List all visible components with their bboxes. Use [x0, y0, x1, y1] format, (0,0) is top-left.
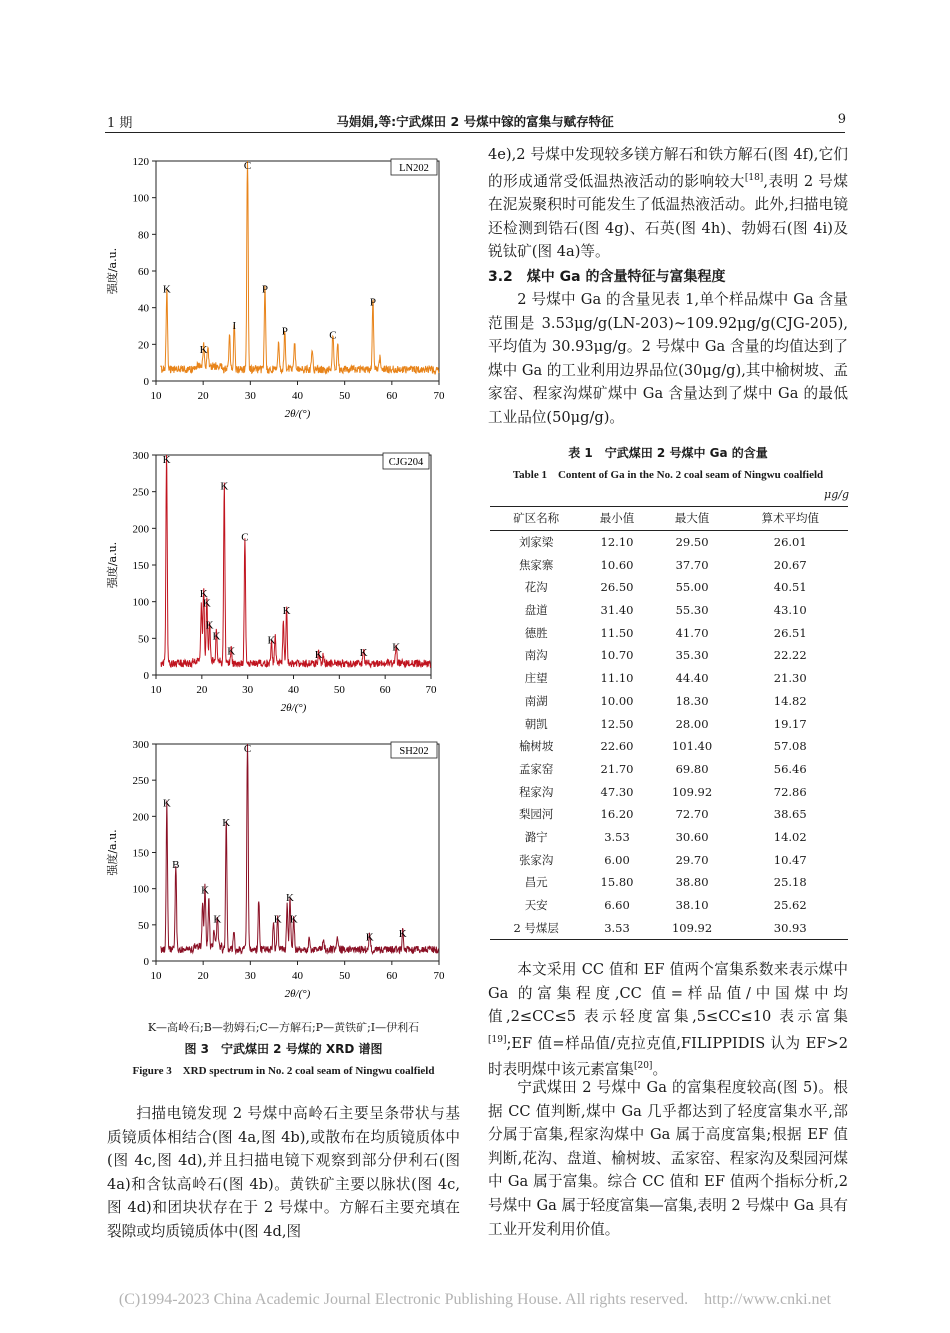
table-row	[490, 621, 848, 644]
ga-content-table	[490, 506, 848, 940]
peak-label: K	[222, 817, 231, 830]
peak-label: K	[201, 884, 210, 897]
table-cell: 12.50	[600, 716, 634, 731]
table-cell: 10.00	[600, 693, 634, 708]
right-paragraph-4: 宁武煤田 2 号煤中 Ga 的富集程度较高(图 5)。根据 CC 值判断,煤中 Ga 几乎都达到了轻度富集水平,部分属于富集,程家沟煤中 Ga 属于高度富集;根据 EF 值判断,花沟、盘道、榆树坡、孟家窑、程家沟及梨园河煤中 Ga 属于富集。综合 CC 值和 EF 值两个指标分析,2 号煤中 Ga 属于轻度富集—富集,表明 2 号煤中 Ga 具有工业开发利用价值。	[488, 1079, 848, 1238]
x-tick-label: 40	[288, 684, 299, 696]
table-cell: 22.60	[600, 739, 634, 754]
table-cell: 41.70	[675, 625, 709, 640]
sample-label: CJG204	[388, 457, 424, 468]
table-cell: 20.67	[773, 557, 807, 572]
peak-label: C	[243, 743, 252, 755]
table-row	[490, 916, 848, 939]
table-header-row	[490, 507, 848, 531]
table-cell: 10.60	[600, 557, 634, 572]
x-tick-label: 20	[197, 970, 209, 982]
table-cell: 57.08	[773, 739, 807, 754]
peak-label: K	[314, 649, 323, 661]
peak-label: K	[365, 931, 374, 944]
table-header-cell: 最大值	[674, 511, 710, 526]
table-cell: 10.47	[773, 852, 807, 867]
y-axis-label: 强度/a.u.	[106, 829, 119, 876]
x-tick-label: 60	[386, 390, 398, 402]
y-tick-label: 200	[132, 523, 149, 536]
sample-label: SH202	[399, 746, 429, 757]
table-cell: 10.70	[600, 648, 634, 663]
x-axis-label: 2θ/(°)	[280, 702, 307, 714]
peak-label: K	[162, 797, 171, 810]
x-tick-label: 30	[242, 684, 254, 696]
page-number: 9	[837, 112, 846, 127]
table-cell: 29.50	[675, 535, 709, 550]
y-tick-label: 40	[138, 302, 149, 315]
table-cell: 37.70	[675, 557, 709, 572]
copyright-footer: (C)1994-2023 China Academic Journal Electronic Publishing House. All rights reserved. http://www.cnki.net	[118, 1291, 832, 1308]
x-tick-label: 20	[197, 390, 209, 402]
x-tick-label: 10	[150, 684, 162, 696]
peak-label: K	[392, 641, 401, 654]
peak-label: C	[243, 160, 252, 172]
sample-label: LN202	[399, 163, 429, 174]
table-cell: 38.65	[773, 807, 807, 822]
table-cell: 35.30	[675, 648, 709, 663]
table-cell: 72.70	[675, 807, 709, 822]
peak-label: K	[205, 619, 214, 632]
x-tick-label: 10	[150, 970, 162, 982]
table-row	[490, 644, 848, 667]
peak-label: K	[202, 597, 211, 610]
table-cell: 12.10	[600, 535, 634, 550]
y-axis-label: 强度/a.u.	[106, 247, 119, 295]
y-tick-label: 150	[132, 560, 149, 572]
peak-label: K	[285, 891, 294, 904]
table-cell: 3.53	[604, 920, 630, 935]
table-row	[490, 826, 848, 849]
y-tick-label: 0	[143, 956, 149, 968]
table-row	[490, 553, 848, 576]
table-cell: 69.80	[675, 761, 709, 776]
table-cell: 30.93	[773, 920, 807, 935]
figure-caption-en: Figure 3 XRD spectrum in No. 2 coal seam of Ningwu coalfield	[132, 1065, 435, 1077]
plot-frame	[156, 744, 439, 961]
table-cell: 101.40	[671, 739, 713, 754]
citation-19: [19]	[488, 1034, 507, 1045]
table-cell: 14.82	[773, 693, 807, 708]
table-cell: 6.00	[604, 852, 630, 867]
table-row	[490, 848, 848, 871]
table-cell: 11.50	[600, 625, 634, 640]
y-tick-label: 200	[132, 811, 149, 824]
table-cell: 天安	[524, 898, 548, 913]
plot-frame	[156, 455, 431, 675]
table-cell: 盘道	[524, 603, 548, 618]
table-cell: 孟家窑	[518, 761, 554, 776]
table-cell: 22.22	[773, 648, 807, 663]
table-row	[490, 894, 848, 917]
x-tick-label: 20	[196, 684, 208, 696]
table-cell: 31.40	[600, 603, 634, 618]
y-axis-label: 强度/a.u.	[106, 541, 119, 589]
table-row	[490, 690, 848, 713]
table-cell: 焦家寨	[518, 557, 554, 572]
left-paragraph: 扫描电镜发现 2 号煤中高岭石主要呈条带状与基质镜质体相结合(图 4a,图 4b),或散布在均质镜质体中(图 4c,图 4d),并且扫描电镜下观察到部分伊利石(图 4a)和含钛高岭石(图 4b)。黄铁矿主要以脉状(图 4c,图 4d)和团块状存在于 2 号煤中。方解石主要充填在裂隙或均质镜质体中(图 4d,图	[107, 1105, 460, 1240]
xrd-chart-sh202	[100, 728, 462, 1015]
peak-label: C	[241, 531, 249, 544]
table-cell: 26.50	[600, 580, 634, 595]
y-tick-label: 300	[132, 450, 149, 462]
table-cell: 18.30	[675, 693, 709, 708]
table-cell: 56.46	[773, 761, 807, 776]
y-tick-label: 20	[138, 339, 149, 352]
y-tick-label: 100	[132, 192, 149, 205]
header-rule	[105, 132, 845, 133]
peak-label: K	[212, 630, 221, 643]
table-header-cell: 算术平均值	[761, 511, 819, 526]
x-tick-label: 30	[244, 970, 256, 982]
table-cell: 3.53	[604, 829, 630, 844]
table-cell: 庄望	[524, 671, 548, 686]
xrd-chart-ln202	[100, 143, 462, 428]
citation-20: [20]	[633, 1061, 653, 1072]
peak-label: P	[369, 296, 377, 309]
table-row	[490, 667, 848, 690]
table-cell: 38.10	[675, 898, 709, 913]
y-tick-label: 80	[138, 229, 149, 242]
table-cell: 29.70	[675, 852, 709, 867]
peak-label: K	[267, 634, 276, 647]
table-cell: 55.30	[675, 603, 709, 618]
table-cell: 德胜	[524, 625, 548, 640]
y-tick-label: 300	[132, 739, 149, 751]
y-tick-label: 0	[143, 670, 149, 682]
section-heading-3-2: 3.2 煤中 Ga 的含量特征与富集程度	[488, 269, 726, 285]
table-cell: 109.92	[671, 784, 713, 799]
peak-label: K	[162, 283, 171, 296]
table-cell: 16.20	[600, 807, 634, 822]
table-cell: 43.10	[773, 603, 807, 618]
table-cell: 15.80	[600, 875, 634, 890]
table-row	[490, 576, 848, 599]
table-cell: 21.70	[600, 761, 634, 776]
x-tick-label: 50	[339, 970, 351, 982]
x-tick-label: 70	[433, 970, 445, 982]
table-cell: 程家沟	[518, 784, 554, 799]
table-cell: 6.60	[604, 898, 630, 913]
table-row	[490, 871, 848, 894]
right-paragraph-1: 4e),2 号煤中发现较多镁方解石和铁方解石(图 4f),它们的形成通常受低温热液活动的影响较大[18],表明 2 号煤在泥炭聚积时可能发生了低温热液活动。此外,扫描电镜还检测到锆石(图 4g)、石英(图 4h)、勃姆石(图 4i)及锐钛矿(图 4a)等。	[488, 146, 848, 261]
peak-label: K	[162, 454, 171, 466]
table-cell: 109.92	[671, 920, 713, 935]
table-row	[490, 803, 848, 826]
peak-label: K	[213, 913, 222, 926]
figure-caption-cn: 图 3 宁武煤田 2 号煤的 XRD 谱图	[184, 1042, 383, 1056]
x-tick-label: 70	[433, 390, 445, 402]
table-cell: 2 号煤层	[513, 920, 559, 935]
table-cell: 25.62	[773, 898, 807, 913]
y-tick-label: 50	[138, 919, 149, 932]
peak-label: P	[261, 283, 269, 296]
y-tick-label: 0	[143, 376, 149, 388]
table-cell: 11.10	[600, 671, 634, 686]
peak-label: K	[398, 927, 407, 940]
y-tick-label: 120	[132, 156, 149, 168]
table-row	[490, 530, 848, 553]
y-tick-label: 250	[132, 486, 149, 499]
x-tick-label: 10	[150, 390, 162, 402]
table-cell: 潞宁	[524, 829, 548, 844]
x-tick-label: 30	[244, 390, 256, 402]
table-cell: 40.51	[773, 580, 807, 595]
table-cell: 47.30	[600, 784, 634, 799]
figure-legend: K—高岭石;B—勃姆石;C—方解石;P—黄铁矿;I—伊利石	[147, 1021, 420, 1034]
table-cell: 刘家梁	[518, 535, 554, 550]
table-cell: 南沟	[524, 648, 548, 663]
table-cell: 张家沟	[518, 852, 554, 867]
x-tick-label: 60	[386, 970, 398, 982]
table-cell: 14.02	[773, 829, 807, 844]
peak-label: I	[232, 320, 237, 333]
x-tick-label: 40	[292, 390, 303, 402]
table-caption-en: Table 1 Content of Ga in the No. 2 coal seam of Ningwu coalfield	[512, 469, 824, 481]
running-title: 马娟娟,等:宁武煤田 2 号煤中镓的富集与赋存特征	[336, 114, 614, 129]
table-cell: 昌元	[524, 875, 548, 890]
y-tick-label: 50	[138, 633, 149, 646]
table-cell: 72.86	[773, 784, 807, 799]
table-cell: 21.30	[773, 671, 807, 686]
table-row	[490, 780, 848, 803]
table-row	[490, 712, 848, 735]
xrd-spectrum-line	[161, 455, 431, 667]
x-tick-label: 50	[339, 390, 351, 402]
peak-label: K	[282, 605, 291, 617]
x-tick-label: 40	[292, 970, 303, 982]
right-paragraph-3: 本文采用 CC 值和 EF 值两个富集系数来表示煤中 Ga 的富集程度,CC 值=样品值/中国煤中均值,2≤CC≤5 表示轻度富集,5≤CC≤10 表示富集[19];EF 值=样品值/克拉克值,FILIPPIDIS 认为 EF>2 时表明煤中该元素富集[20]。	[488, 961, 848, 1079]
x-tick-label: 70	[425, 684, 437, 696]
table-caption-cn: 表 1 宁武煤田 2 号煤中 Ga 的含量	[568, 446, 768, 460]
table-cell: 30.60	[675, 829, 709, 844]
peak-label: P	[281, 325, 288, 338]
peak-label: K	[227, 645, 236, 658]
table-cell: 南湖	[524, 693, 548, 708]
table-cell: 榆树坡	[518, 739, 554, 754]
y-tick-label: 150	[132, 847, 149, 860]
table-cell: 38.80	[675, 875, 709, 890]
x-axis-label: 2θ/(°)	[284, 988, 311, 1000]
plot-frame	[156, 161, 439, 381]
table-header-cell: 矿区名称	[513, 511, 560, 526]
xrd-spectrum-line	[161, 161, 439, 373]
peak-label: K	[359, 646, 368, 659]
table-header-cell: 最小值	[599, 511, 635, 526]
xrd-spectrum-line	[161, 744, 439, 953]
table-cell: 19.17	[773, 716, 807, 731]
x-tick-label: 50	[333, 684, 345, 696]
x-tick-label: 60	[379, 684, 391, 696]
table-cell: 28.00	[675, 716, 709, 731]
y-tick-label: 60	[138, 266, 149, 278]
peak-label: K	[273, 913, 282, 926]
table-row	[490, 735, 848, 758]
table-row	[490, 758, 848, 781]
table-cell: 梨园河	[518, 807, 554, 822]
table-cell: 44.40	[675, 671, 709, 686]
table-cell: 朝凯	[524, 716, 548, 731]
xrd-chart-cjg204	[100, 437, 462, 727]
right-paragraph-2: 2 号煤中 Ga 的含量见表 1,单个样品煤中 Ga 含量范围是 3.53μg/g(LN-203)~109.92μg/g(CJG-205),平均值为 30.93μg/g。2 号煤中 Ga 含量的均值达到了煤中 Ga 的工业利用边界品位(30μg/g),其中榆树坡、孟家窑、程家沟煤矿煤中 Ga 含量达到了煤中 Ga 的最低工业品位(50μg/g)。	[488, 291, 849, 426]
table-cell: 25.18	[773, 875, 807, 890]
peak-label: K	[220, 480, 229, 493]
peak-label: B	[172, 859, 180, 872]
peak-label: K	[289, 913, 298, 926]
table-cell: 26.51	[773, 625, 807, 640]
table-cell: 26.01	[773, 535, 807, 550]
peak-label: K	[199, 344, 208, 356]
peak-label: K	[199, 588, 208, 601]
issue-number: 1 期	[107, 116, 133, 131]
x-axis-label: 2θ/(°)	[284, 408, 311, 420]
y-tick-label: 250	[132, 775, 149, 788]
table-cell: 花沟	[524, 580, 548, 595]
y-tick-label: 100	[132, 883, 149, 896]
table-row	[490, 599, 848, 622]
peak-label: C	[329, 329, 337, 342]
table-unit: μg/g	[824, 488, 849, 501]
y-tick-label: 100	[132, 596, 149, 609]
citation-18: [18]	[744, 172, 764, 183]
table-cell: 55.00	[675, 580, 709, 595]
